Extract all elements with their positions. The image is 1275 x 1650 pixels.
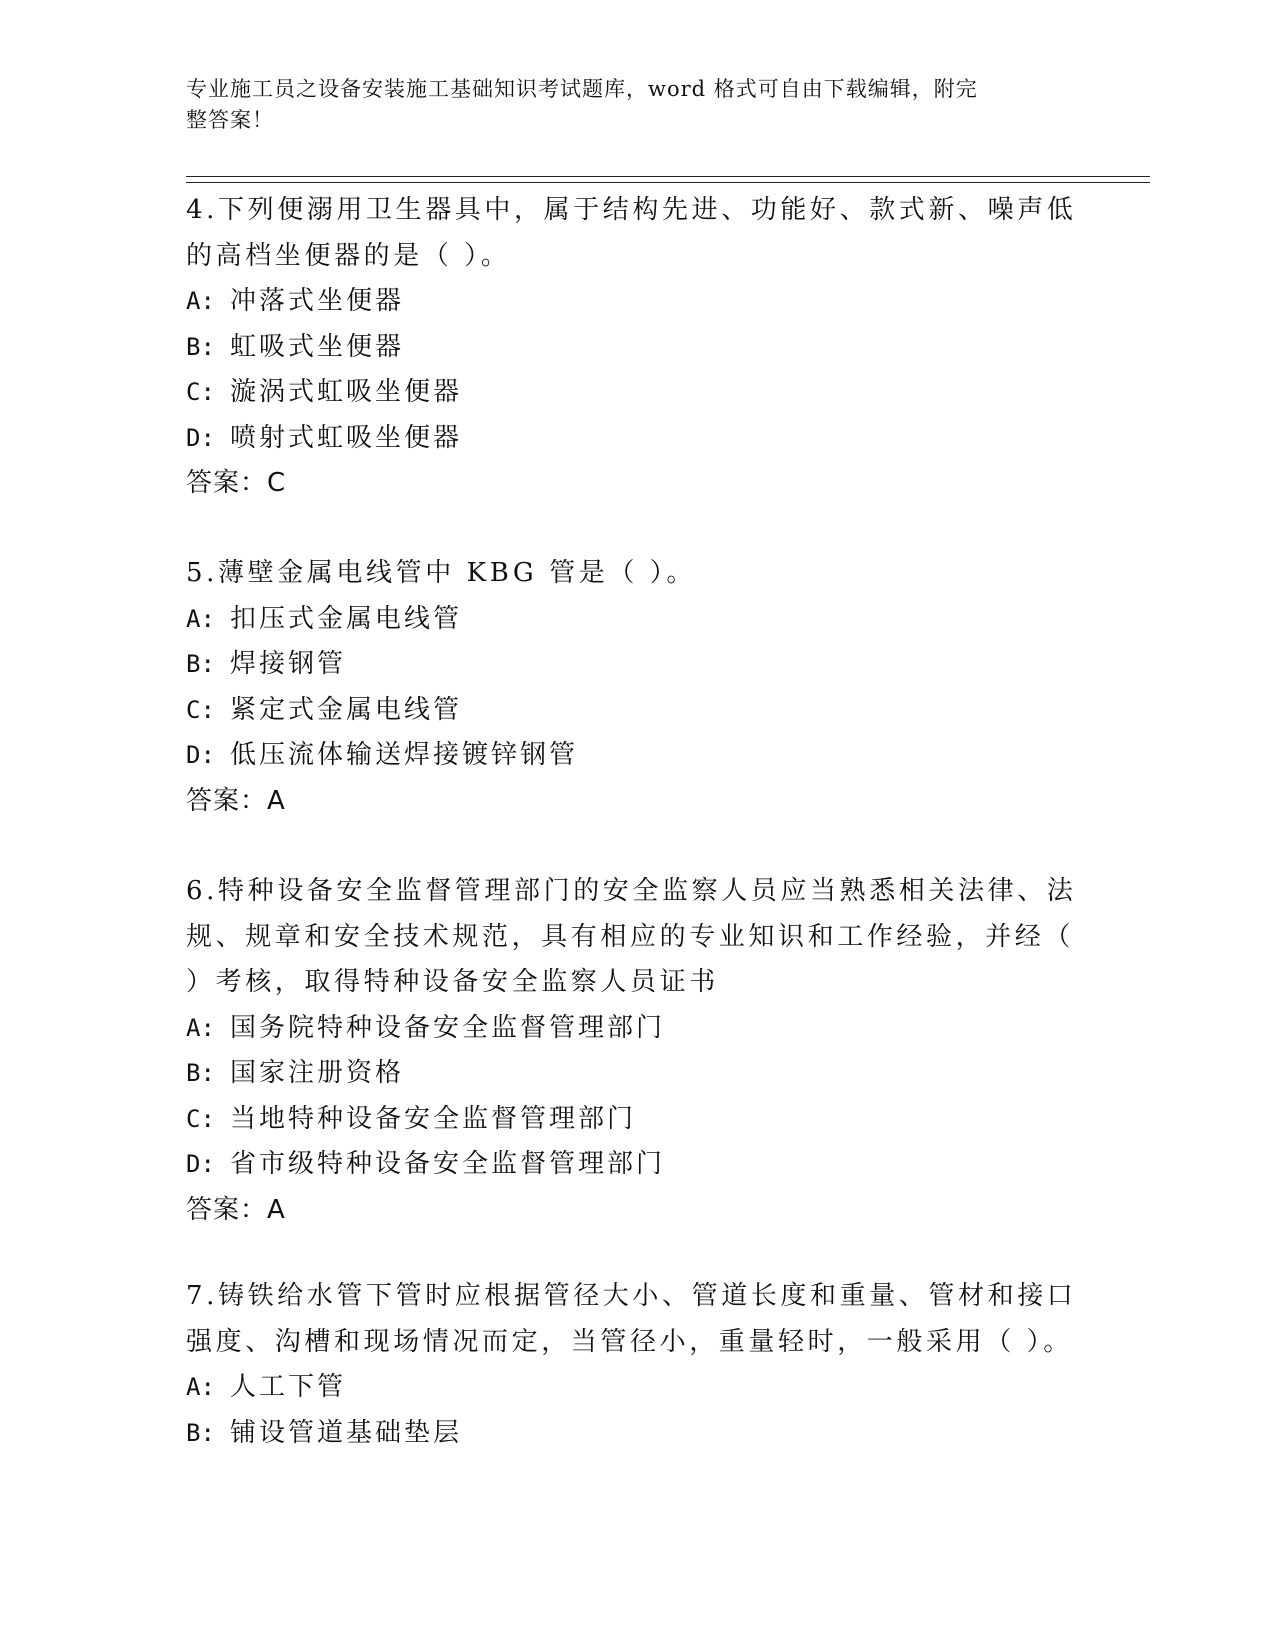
option-text: 紧定式金属电线管 [230, 694, 463, 725]
option-prefix: A: [186, 604, 215, 633]
option-prefix: A: [186, 1373, 215, 1401]
option-prefix: B: [186, 1418, 215, 1447]
question-stem-line: 4.下列便溺用卫生器具中，属于结构先进、功能好、款式新、噪声低 [186, 195, 1077, 225]
option-prefix: A: [186, 1013, 215, 1042]
option-prefix: D: [186, 1150, 215, 1178]
question-stem-line: 强度、沟槽和现场情况而定，当管径小，重量轻时，一般采用（ ）。 [186, 1326, 1073, 1357]
option-d [186, 733, 1066, 779]
option-a [186, 279, 1066, 325]
question-stem-line: ）考核，取得特种设备安全监察人员证书 [186, 967, 719, 997]
option-d [186, 1142, 1066, 1188]
option-text: 人工下管 [230, 1372, 347, 1402]
question-stem [186, 551, 1066, 597]
answer-text: 答案：C [186, 468, 287, 498]
header-intro-line-1: 专业施工员之设备安装施工基础知识考试题库，word 格式可自由下载编辑，附完 [186, 77, 978, 101]
question-stem-line: 规、规章和安全技术规范，具有相应的专业知识和工作经验，并经（ [186, 921, 1075, 952]
option-prefix: C: [186, 378, 215, 406]
question-stem-line: 5.薄壁金属电线管中 KBG 管是（ ）。 [186, 558, 696, 588]
question-block [186, 1274, 1077, 1456]
question-block [186, 188, 1077, 507]
option-d [186, 416, 1066, 462]
question-block [186, 869, 1077, 1233]
option-b [186, 325, 1066, 371]
option-prefix: D: [186, 423, 215, 452]
option-text: 省市级特种设备安全监督管理部门 [230, 1149, 666, 1179]
option-text: 虹吸式坐便器 [230, 331, 405, 362]
option-prefix: B: [186, 1059, 215, 1087]
option-a [186, 1006, 1066, 1052]
document-header [186, 74, 1066, 136]
header-intro-line-2: 整答案！ [186, 108, 274, 132]
option-text: 扣压式金属电线管 [230, 603, 463, 634]
option-text: 喷射式虹吸坐便器 [230, 422, 463, 453]
option-text: 铺设管道基础垫层 [230, 1417, 463, 1448]
question-stem [186, 869, 1077, 1006]
header-divider-bottom [186, 182, 1150, 183]
question-stem [186, 188, 1077, 279]
option-c [186, 1097, 1066, 1143]
question-stem [186, 1274, 1077, 1365]
option-c [186, 370, 1066, 416]
option-text: 当地特种设备安全监督管理部门 [230, 1103, 637, 1134]
answer-text: 答案：A [186, 1194, 286, 1225]
option-c [186, 688, 1066, 734]
option-text: 冲落式坐便器 [230, 286, 405, 316]
answer-text: 答案：A [186, 785, 286, 816]
question-stem-line: 6.特种设备安全监督管理部门的安全监察人员应当熟悉相关法律、法 [186, 876, 1077, 906]
option-prefix: C: [186, 695, 215, 724]
option-prefix: B: [186, 332, 215, 361]
option-text: 低压流体输送焊接镀锌钢管 [230, 740, 579, 770]
question-block [186, 551, 1066, 824]
option-b [186, 1051, 1066, 1097]
option-b [186, 1411, 1066, 1457]
option-text: 国务院特种设备安全监督管理部门 [230, 1012, 666, 1043]
option-a [186, 1365, 1066, 1411]
option-prefix: D: [186, 741, 215, 769]
option-text: 漩涡式虹吸坐便器 [230, 377, 463, 407]
header-divider-top [186, 176, 1150, 177]
option-a [186, 597, 1066, 643]
option-text: 焊接钢管 [230, 649, 347, 679]
option-prefix: B: [186, 650, 215, 678]
question-stem-line: 的高档坐便器的是（ ）。 [186, 240, 511, 271]
option-prefix: C: [186, 1104, 215, 1133]
option-prefix: A: [186, 287, 215, 315]
question-stem-line: 7.铸铁给水管下管时应根据管径大小、管道长度和重量、管材和接口 [186, 1281, 1077, 1311]
option-b [186, 642, 1066, 688]
option-text: 国家注册资格 [230, 1058, 405, 1088]
